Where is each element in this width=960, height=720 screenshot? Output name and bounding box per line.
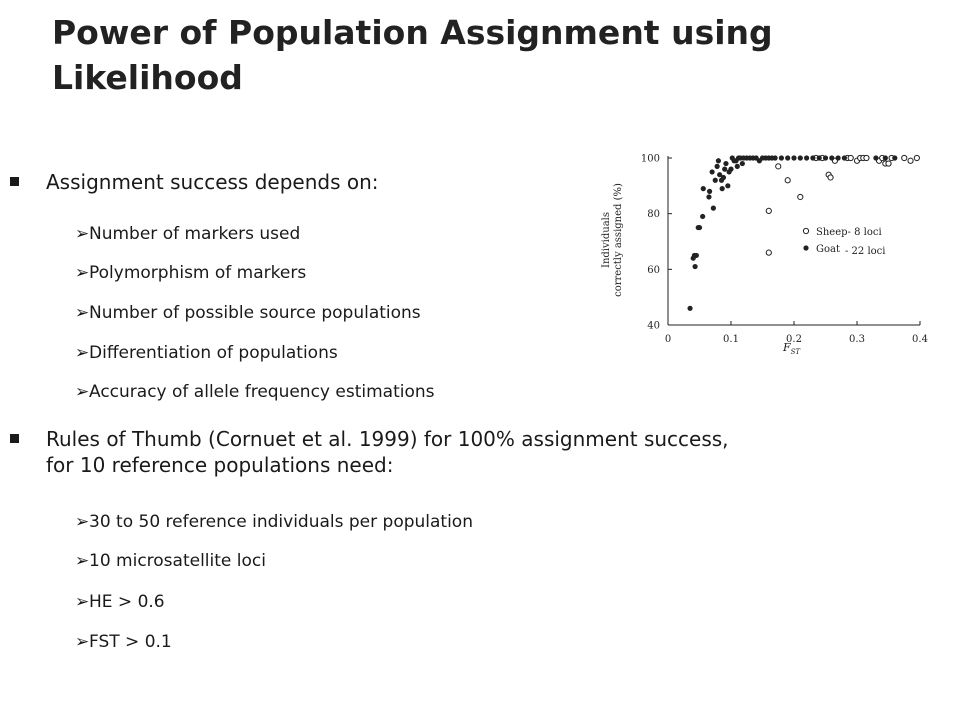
goat-data-point (785, 155, 790, 160)
goat-data-point (829, 155, 834, 160)
y-ticks (641, 154, 672, 332)
x-axis-label-main: F (783, 341, 791, 354)
goat-data-point (883, 155, 888, 160)
goat-data-point (715, 164, 720, 169)
legend-marker-goat (803, 245, 808, 250)
y-tick-label: 100 (640, 153, 660, 165)
square-bullet-icon (10, 177, 19, 186)
x-tick-label: 0.2 (786, 334, 802, 345)
goat-data-point (711, 206, 716, 211)
goat-data-point (687, 306, 692, 311)
sub-item-label: HE > 0.6 (89, 592, 165, 612)
sheep-data-point (902, 155, 907, 160)
sheep-data-point (848, 155, 853, 160)
goat-data-point (728, 167, 733, 172)
sheep-data-point (798, 194, 803, 199)
goat-data-point (692, 264, 697, 269)
x-tick-label: 0.3 (849, 334, 865, 345)
arrow-bullet-icon: ➢ (75, 224, 90, 244)
sub-item-label: FST > 0.1 (89, 632, 172, 652)
sheep-data-point (766, 208, 771, 213)
x-axis-label-subscript: ST (790, 348, 801, 356)
bullet-heading-line2: for 10 reference populations need: (46, 453, 394, 477)
square-bullet-icon (10, 434, 19, 443)
goat-data-point (722, 167, 727, 172)
goat-data-point (723, 161, 728, 166)
arrow-bullet-icon: ➢ (75, 303, 90, 323)
goat-data-point (701, 186, 706, 191)
chart-axes (668, 156, 920, 325)
goat-data-point (720, 186, 725, 191)
goat-data-point (740, 161, 745, 166)
goat-data-point (779, 155, 784, 160)
arrow-bullet-icon: ➢ (75, 632, 90, 652)
arrow-bullet-icon: ➢ (75, 343, 90, 363)
arrow-bullet-icon: ➢ (75, 551, 90, 571)
sub-item-label: Differentiation of populations (89, 343, 338, 363)
goat-data-point (836, 155, 841, 160)
goat-data-point (710, 169, 715, 174)
legend-label-goat: Goat (816, 244, 840, 255)
goat-data-point (842, 155, 847, 160)
arrow-bullet-icon: ➢ (75, 512, 90, 532)
sheep-data-point (785, 178, 790, 183)
goat-data-point (713, 178, 718, 183)
goat-data-point (798, 155, 803, 160)
x-tick-label: 0.4 (912, 334, 928, 345)
goat-data-point (817, 155, 822, 160)
sheep-data-point (886, 161, 891, 166)
goat-data-point (873, 155, 878, 160)
sheep-data-point (766, 250, 771, 255)
chart-legend (803, 227, 885, 257)
goat-data-point (721, 175, 726, 180)
sub-item-label: Accuracy of allele frequency estimations (89, 382, 435, 402)
arrow-bullet-icon: ➢ (75, 592, 90, 612)
goat-data-point (694, 253, 699, 258)
sub-item-label: 30 to 50 reference individuals per population (89, 512, 473, 532)
sheep-data-point (828, 175, 833, 180)
y-axis-label-line1: Individuals (601, 212, 612, 268)
bullet-heading-line1: Rules of Thumb (Cornuet et al. 1999) for 100% assignment success, (46, 427, 729, 451)
goat-data-point (697, 225, 702, 230)
goat-data-point (706, 194, 711, 199)
legend-marker-sheep (803, 228, 808, 233)
y-axis-label-line2: correctly assigned (%) (613, 183, 624, 297)
sub-item-label: Number of possible source populations (89, 303, 421, 323)
arrow-bullet-icon: ➢ (75, 263, 90, 283)
goat-data-point (810, 155, 815, 160)
goat-data-point (707, 189, 712, 194)
legend-label-goat-suffix: - 22 loci (845, 246, 886, 257)
goat-data-point (716, 158, 721, 163)
y-tick-label: 60 (647, 264, 660, 276)
data-points (687, 155, 919, 311)
x-tick-label: 0.1 (723, 334, 739, 345)
sheep-data-point (776, 164, 781, 169)
slide-title: Power of Population Assignment using Likelihood (52, 13, 773, 97)
sub-item-label: Number of markers used (89, 224, 301, 244)
y-tick-label: 40 (647, 320, 660, 332)
sheep-data-point (864, 155, 869, 160)
legend-label-sheep: Sheep- 8 loci (816, 227, 882, 238)
goat-data-point (804, 155, 809, 160)
sheep-data-point (908, 158, 913, 163)
arrow-bullet-icon: ➢ (75, 382, 90, 402)
goat-data-point (791, 155, 796, 160)
goat-data-point (773, 155, 778, 160)
bullet-heading: Assignment success depends on: (46, 170, 379, 194)
goat-data-point (725, 183, 730, 188)
goat-data-point (700, 214, 705, 219)
x-tick-label: 0 (664, 334, 672, 345)
y-tick-label: 80 (647, 209, 660, 221)
goat-data-point (892, 155, 897, 160)
goat-data-point (823, 155, 828, 160)
sub-item-label: Polymorphism of markers (89, 263, 307, 283)
sub-item-label: 10 microsatellite loci (89, 551, 266, 571)
assignment-scatter-chart (600, 140, 940, 360)
sheep-data-point (914, 155, 919, 160)
goat-data-point (735, 164, 740, 169)
